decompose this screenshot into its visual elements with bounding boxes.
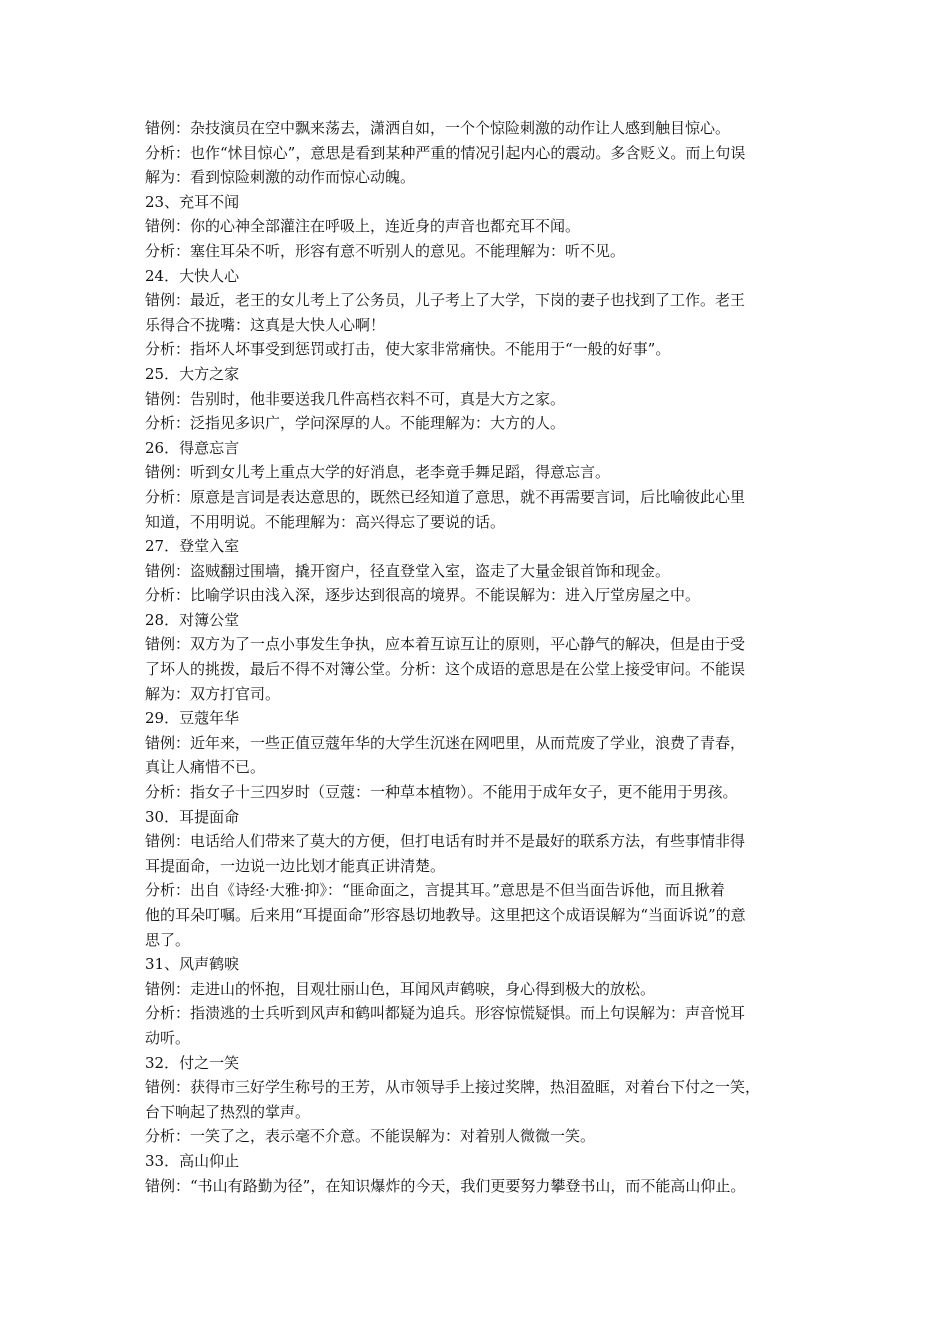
entry-heading: 24．大快人心 <box>145 266 240 285</box>
text-line: 分析：指女子十三四岁时（豆蔻：一种草本植物）。不能用于成年女子，更不能用于男孩。 <box>145 783 738 802</box>
text-line: 真让人痛惜不已。 <box>145 758 266 777</box>
text-line: 解为：看到惊险刺激的动作而惊心动魄。 <box>145 168 416 187</box>
text-line: 错例：电话给人们带来了莫大的方便，但打电话有时并不是最好的联系方法，有些事情非得 <box>145 832 746 851</box>
document-body <box>145 116 811 1198</box>
text-line: 错例：获得市三好学生称号的王芳，从市领导手上接过奖牌，热泪盈眶，对着台下付之一笑， <box>145 1078 761 1097</box>
text-line: 知道，不用明说。不能理解为：高兴得忘了要说的话。 <box>145 512 506 531</box>
text-line: 错例：双方为了一点小事发生争执，应本着互谅互让的原则，平心静气的解决，但是由于受 <box>145 635 746 654</box>
text-line: 分析：原意是言词是表达意思的，既然已经知道了意思，就不再需要言词，后比喻彼此心里 <box>145 487 746 506</box>
text-line: 错例：盗贼翻过围墙，撬开窗户，径直登堂入室，盗走了大量金银首饰和现金。 <box>145 561 671 580</box>
text-line: 错例：你的心神全部灌注在呼吸上，连近身的声音也都充耳不闻。 <box>145 217 581 236</box>
text-line: 了坏人的挑拨，最后不得不对簿公堂。分析：这个成语的意思是在公堂上接受审问。不能误 <box>145 660 746 679</box>
text-line: 错例：近年来，一些正值豆蔻年华的大学生沉迷在网吧里，从而荒废了学业，浪费了青春， <box>145 733 746 752</box>
text-line: 解为：双方打官司。 <box>145 684 281 703</box>
text-line: 分析：一笑了之，表示毫不介意。不能误解为：对着别人微微一笑。 <box>145 1127 596 1146</box>
entry-heading: 25．大方之家 <box>145 364 240 383</box>
entry-heading: 28．对簿公堂 <box>145 610 240 629</box>
text-line: 错例：“书山有路勤为径”，在知识爆炸的今天，我们更要努力攀登书山，而不能高山仰止。 <box>145 1176 746 1195</box>
text-line: 分析：塞住耳朵不听，形容有意不听别人的意见。不能理解为：听不见。 <box>145 241 626 260</box>
text-line: 他的耳朵叮嘱。后来用“耳提面命”形容恳切地教导。这里把这个成语误解为“当面诉说”的意 <box>145 906 746 924</box>
text-line: 错例：走进山的怀抱，目观壮丽山色，耳闻风声鹤唳，身心得到极大的放松。 <box>145 979 656 998</box>
text-line: 分析：泛指见多识广，学问深厚的人。不能理解为：大方的人。 <box>145 414 566 433</box>
text-line: 动听。 <box>145 1028 191 1047</box>
text-line: 错例：杂技演员在空中飘来荡去，潇洒自如，一个个惊险刺激的动作让人感到触目惊心。 <box>145 119 731 137</box>
text-line: 错例：听到女儿考上重点大学的好消息，老李竟手舞足蹈，得意忘言。 <box>145 463 611 482</box>
entry-heading: 27．登堂入室 <box>145 537 240 556</box>
text-line: 思了。 <box>145 930 191 949</box>
text-line: 分析：比喻学识由浅入深，逐步达到很高的境界。不能误解为：进入厅堂房屋之中。 <box>145 586 701 605</box>
entry-heading: 26．得意忘言 <box>145 438 240 457</box>
entry-heading: 31、风声鹤唳 <box>145 955 240 974</box>
text-line: 分析：也作“怵目惊心”，意思是看到某种严重的情况引起内心的震动。多含贬义。而上句误 <box>145 143 746 162</box>
entry-heading: 30．耳提面命 <box>145 807 240 826</box>
text-line: 分析：出自《诗经·大雅·抑》：“匪命面之，言提其耳。”意思是不但当面告诉他，而且揪着 <box>145 881 725 900</box>
text-line: 分析：指溃逃的士兵听到风声和鹤叫都疑为追兵。形容惊慌疑惧。而上句误解为：声音悦耳 <box>145 1004 746 1023</box>
entry-heading: 33．高山仰止 <box>145 1151 240 1170</box>
text-line: 耳提面命，一边说一边比划才能真正讲清楚。 <box>145 856 446 875</box>
entry-heading: 29．豆蔻年华 <box>145 709 240 728</box>
text-line: 分析：指坏人坏事受到惩罚或打击，使大家非常痛快。不能用于“一般的好事”。 <box>145 340 671 359</box>
entry-heading: 23、充耳不闻 <box>145 192 240 211</box>
text-line: 错例：告别时，他非要送我几件高档衣料不可，真是大方之家。 <box>145 389 566 408</box>
text-line: 台下响起了热烈的掌声。 <box>145 1102 311 1121</box>
text-line: 乐得合不拢嘴：这真是大快人心啊！ <box>145 315 386 334</box>
entry-heading: 32．付之一笑 <box>145 1053 240 1072</box>
text-line: 错例：最近，老王的女儿考上了公务员，儿子考上了大学，下岗的妻子也找到了工作。老王 <box>145 291 746 310</box>
